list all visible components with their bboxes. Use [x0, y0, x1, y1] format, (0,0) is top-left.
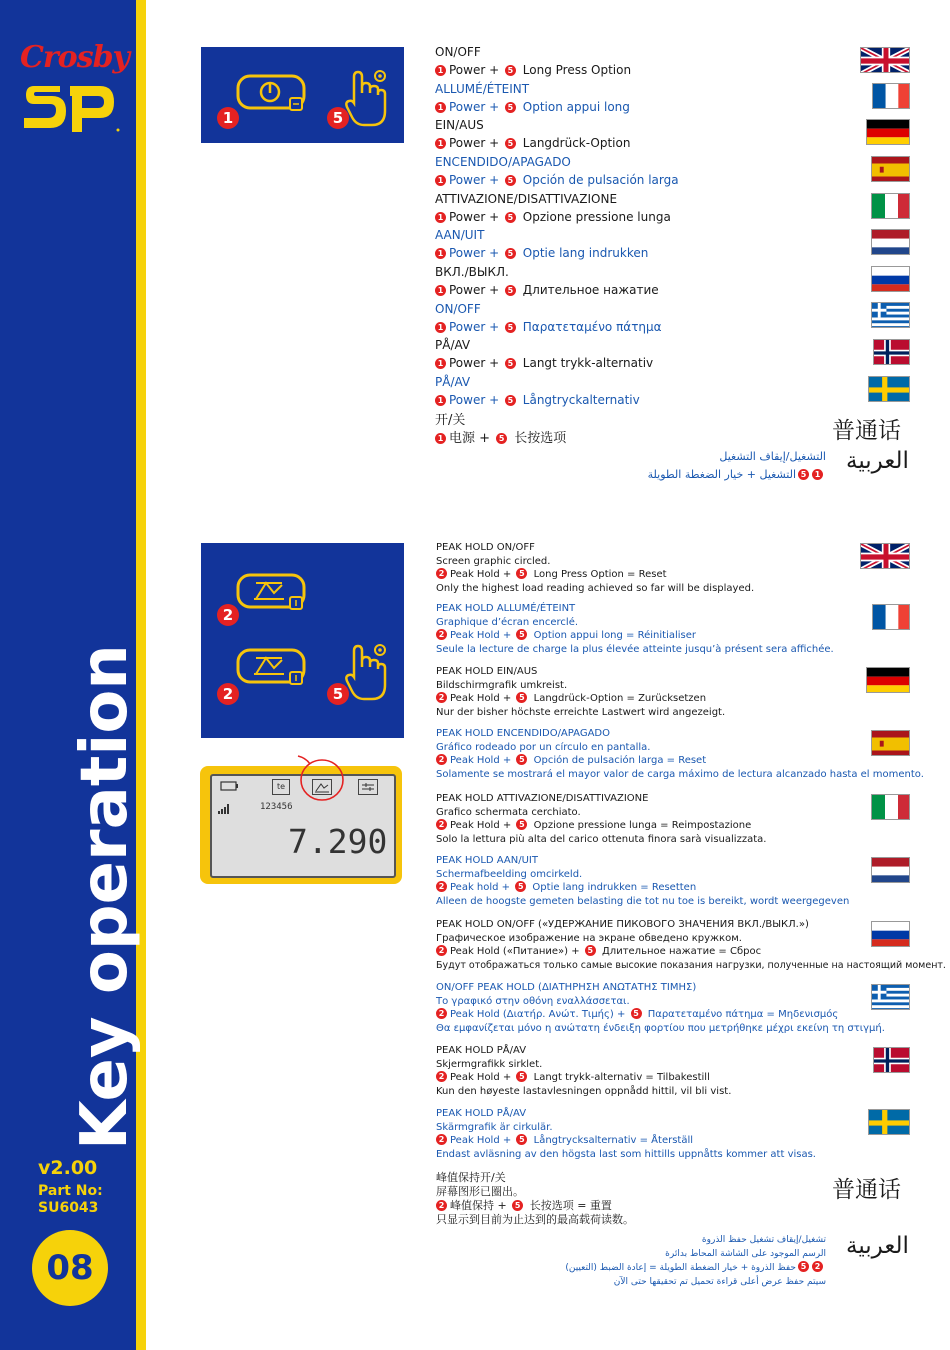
entry-line: Graphique d’écran encerclé. [436, 616, 579, 628]
badge-5: 5 [496, 433, 507, 444]
entry-text: Långtrycksalternativ = Återställ [530, 1135, 694, 1147]
entry-text: حفظ الذروة + خيار الضغطة الطويلة = إعادة الضبط (التعيين) [565, 1263, 796, 1273]
flag-uk [860, 47, 910, 73]
entry-text: Langdrück-Option = Zurücksetzen [530, 693, 707, 705]
badge-5: 5 [505, 138, 516, 149]
entry-text: التشغيل + خيار الضغطة الطويلة [647, 468, 796, 481]
entry-note: Θα εμφανίζεται μόνο η ανώτατη ένδειξη φορτίου που μετρήθηκε μέχρι εκείνη τη στιγμή. [436, 1022, 885, 1034]
entry-prefix: Peak Hold + [450, 755, 515, 767]
entry-prefix: Peak hold + [450, 882, 514, 894]
badge-2: 2 [436, 945, 447, 956]
entry-prefix: Power + [449, 393, 503, 407]
badge-5: 5 [505, 175, 516, 186]
badge-2: 2 [436, 1008, 447, 1019]
badge-2: 2 [812, 1261, 823, 1272]
entry-line: 屏幕图形已圈出。 [436, 1185, 524, 1198]
entry-title: PÅ/AV [435, 338, 471, 352]
peak-entry-en [436, 541, 754, 595]
peak-hold-button-icon-2 [234, 646, 310, 690]
entry-text: Langdrück-Option [518, 136, 631, 150]
peak-entry-fr [436, 602, 834, 656]
badge-1: 1 [435, 248, 446, 259]
entry-title: 峰值保持开/关 [436, 1171, 506, 1184]
peak-entry-nl [436, 854, 849, 908]
entry-title: ATTIVAZIONE/DISATTIVAZIONE [435, 192, 618, 206]
entry-prefix: Power + [449, 173, 503, 187]
entry-title: EIN/AUS [435, 118, 484, 132]
peak-entry-es [436, 727, 924, 781]
badge-5: 5 [516, 1071, 527, 1082]
entry-text: Option appui long [518, 100, 630, 114]
peak-entry-zh [436, 1171, 634, 1227]
entry-prefix: Peak Hold + [450, 630, 515, 642]
flag-norway [873, 339, 910, 365]
entry-text: Optie lang indrukken = Resetten [529, 882, 697, 894]
flag-sweden [868, 376, 910, 402]
badge-5: 5 [505, 248, 516, 259]
entry-prefix: Peak Hold («Питание») + [450, 946, 583, 958]
brand-logo [10, 30, 128, 150]
entry-prefix: Power + [449, 283, 503, 297]
badge-5: 5 [631, 1008, 642, 1019]
entry-line: Grafico schermata cerchiato. [436, 806, 581, 818]
entry-prefix: Power + [449, 356, 503, 370]
entry-line: Skjermgrafikk sirklet. [436, 1058, 543, 1070]
entry-line: Screen graphic circled. [436, 555, 551, 567]
peak-entry-sv [436, 1107, 816, 1161]
entry-title: ALLUMÉ/ÉTEINT [435, 82, 530, 96]
entry-title: PEAK HOLD ENCENDIDO/APAGADO [436, 728, 610, 739]
entry-title: تشغيل/إيقاف تشغيل حفظ الذروة [701, 1235, 826, 1245]
badge-1: 1 [435, 322, 446, 333]
badge-5: 5 [798, 1261, 809, 1272]
peak-entry-ar [565, 1234, 826, 1289]
entry-line: Το γραφικό στην οθόνη εναλλάσσεται. [436, 995, 630, 1007]
badge-2: 2 [436, 1071, 447, 1082]
flag-netherlands-peak [871, 857, 910, 883]
badge-1: 1 [435, 102, 446, 113]
entry-prefix: Peak Hold + [450, 569, 515, 581]
entry-title: PEAK HOLD ON/OFF [436, 542, 535, 553]
badge-1: 1 [812, 469, 823, 480]
entry-text: Opción de pulsación larga = Reset [530, 755, 707, 767]
badge-2: 2 [436, 754, 447, 765]
flag-spain [871, 156, 910, 182]
badge-2-second: 2 [217, 683, 239, 705]
entry-prefix: Peak Hold + [450, 693, 515, 705]
entry-note: سيتم حفظ عرض أعلى قراءة تحميل تم تحقيقها حتى الآن [613, 1276, 826, 1287]
entry-text: 长按选项 [510, 431, 567, 446]
badge-5: 5 [516, 754, 527, 765]
badge-5: 5 [585, 945, 596, 956]
badge-2: 2 [436, 568, 447, 579]
entry-title: 开/关 [435, 413, 466, 428]
tare-indicator: te [272, 779, 290, 795]
badge-5: 5 [516, 692, 527, 703]
arabic-label-bottom: العربية [846, 1233, 909, 1259]
lcd-reading: 7.290 [288, 822, 388, 861]
badge-5: 5 [505, 65, 516, 76]
peak-entry-ru [436, 918, 946, 972]
badge-1: 1 [435, 212, 446, 223]
entry-note: Only the highest load reading achieved so far will be displayed. [436, 582, 755, 594]
badge-1: 1 [435, 175, 446, 186]
entry-text: Opzione pressione lunga [518, 210, 671, 224]
entry-title: AAN/UIT [435, 228, 485, 242]
badge-1: 1 [435, 138, 446, 149]
badge-5: 5 [516, 629, 527, 640]
part-number-value: SU6043 [38, 1200, 99, 1216]
badge-5: 5 [505, 102, 516, 113]
mandarin-label-bottom: 普通话 [832, 1177, 901, 1203]
long-press-hand-icon [344, 67, 390, 129]
entry-text: Παρατεταμένο πάτημα = Μηδενισμός [644, 1009, 839, 1021]
power-entry-el [435, 301, 662, 337]
entry-prefix: Power + [449, 63, 503, 77]
entry-prefix: Peak Hold + [450, 1135, 515, 1147]
power-entry-en [435, 44, 631, 80]
entry-text: Παρατεταμένο πάτημα [518, 320, 662, 334]
arabic-label: العربية [846, 448, 909, 474]
entry-prefix: Peak Hold (Διατήρ. Ανώτ. Τιμής) + [450, 1009, 629, 1021]
entry-note: Solo la lettura più alta del carico ottenuta finora sarà visualizzata. [436, 833, 767, 845]
badge-5: 5 [798, 469, 809, 480]
page-number: 08 [32, 1230, 108, 1306]
flag-russia [871, 266, 910, 292]
flag-germany [866, 119, 910, 145]
settings-indicator [358, 779, 378, 795]
badge-1: 1 [435, 65, 446, 76]
entry-note: Endast avläsning av den högsta last som hittills uppnåtts kommer att visas. [436, 1148, 816, 1160]
entry-line: Schermafbeelding omcirkeld. [436, 868, 583, 880]
power-entry-it [435, 191, 671, 227]
badge-1: 1 [435, 358, 446, 369]
badge-5: 5 [515, 881, 526, 892]
flag-uk-peak [860, 543, 910, 569]
badge-1: 1 [217, 107, 239, 129]
entry-title: PEAK HOLD PÅ/AV [436, 1108, 527, 1119]
entry-title: PÅ/AV [435, 375, 471, 389]
entry-text: Длительное нажатие [518, 283, 659, 297]
entry-text: 长按选项 = 重置 [526, 1199, 612, 1212]
flag-spain-peak [871, 730, 910, 756]
badge-5: 5 [516, 568, 527, 579]
power-button-icon [234, 72, 310, 116]
power-entry-fr [435, 81, 630, 117]
power-entry-sv [435, 374, 640, 410]
entry-title: PEAK HOLD ALLUMÉ/ÉTEINT [436, 603, 576, 614]
entry-text: Langt trykk-alternativ [518, 356, 654, 370]
badge-5-peak: 5 [327, 683, 349, 705]
badge-5: 5 [505, 322, 516, 333]
entry-prefix: Power + [449, 320, 503, 334]
power-entry-de [435, 117, 630, 153]
peak-entry-de [436, 665, 725, 719]
badge-5: 5 [516, 819, 527, 830]
badge-5: 5 [505, 395, 516, 406]
flag-italy-peak [871, 794, 910, 820]
lcd-secondary-value: 123456 [260, 802, 293, 812]
power-entry-nl [435, 227, 648, 263]
flag-germany-peak [866, 667, 910, 693]
brand-name: Crosby [20, 40, 129, 75]
badge-1: 1 [435, 285, 446, 296]
page-title: Key operation [68, 644, 142, 1150]
power-entry-ar [600, 448, 826, 484]
flag-france-peak [872, 604, 910, 630]
power-key-panel [201, 47, 404, 143]
flag-netherlands [871, 229, 910, 255]
entry-note: Seule la lecture de charge la plus élevée atteinte jusqu’à présent sera affichée. [436, 643, 834, 655]
entry-text: Длительное нажатие = Сброс [598, 946, 762, 958]
entry-title: PEAK HOLD ATTIVAZIONE/DISATTIVAZIONE [436, 793, 649, 804]
flag-russia-peak [871, 921, 910, 947]
entry-prefix: 峰值保持 + [450, 1199, 511, 1212]
entry-note: 只显示到目前为止达到的最高载荷读数。 [436, 1213, 634, 1226]
entry-line: الرسم الموجود على الشاشة المحاط بدائرة [665, 1248, 826, 1259]
entry-note: Solamente se mostrará el mayor valor de carga máximo de lectura alcanzado hasta el momento. [436, 768, 924, 780]
entry-text: Langt trykk-alternativ = Tilbakestill [530, 1072, 710, 1084]
entry-text: Opzione pressione lunga = Reimpostazione [530, 820, 752, 832]
badge-2: 2 [436, 692, 447, 703]
entry-title: PEAK HOLD ON/OFF («УДЕРЖАНИЕ ПИКОВОГО ЗНАЧЕНИЯ ВКЛ./ВЫКЛ.») [436, 919, 809, 930]
entry-title: ON/OFF PEAK HOLD (ΔΙΑΤΗΡΗΣΗ ΑΝΩΤΑΤΗΣ ΤΙΜΗΣ) [436, 982, 697, 993]
battery-icon [220, 779, 240, 793]
entry-line: Gráfico rodeado por un círculo en pantalla. [436, 741, 651, 753]
entry-note: Alleen de hoogste gemeten belasting die tot nu toe is bereikt, wordt weergegeven [436, 895, 850, 907]
peak-entry-no [436, 1044, 731, 1098]
entry-text: Optie lang indrukken [518, 246, 649, 260]
badge-5: 5 [327, 107, 349, 129]
entry-note: Nur der bisher höchste erreichte Lastwert wird angezeigt. [436, 706, 726, 718]
flag-france [872, 83, 910, 109]
badge-2-first: 2 [217, 604, 239, 626]
red-circle-annotation [292, 750, 352, 806]
badge-2: 2 [436, 629, 447, 640]
entry-title: ВКЛ./ВЫКЛ. [435, 265, 509, 279]
entry-text: Opción de pulsación larga [518, 173, 679, 187]
entry-text: Long Press Option [518, 63, 632, 77]
badge-1: 1 [435, 395, 446, 406]
entry-title: PEAK HOLD AAN/UIT [436, 855, 538, 866]
mandarin-label: 普通话 [832, 418, 901, 444]
badge-2: 2 [436, 881, 447, 892]
sp-logo-icon [20, 78, 120, 138]
flag-greece [871, 302, 910, 328]
entry-title: ON/OFF [435, 302, 481, 316]
version-label: v2.00 [38, 1157, 98, 1179]
peak-entry-it [436, 792, 766, 846]
power-entry-no [435, 337, 653, 373]
power-entry-zh [435, 412, 566, 448]
badge-2: 2 [436, 1200, 447, 1211]
flag-norway-peak [873, 1047, 910, 1073]
entry-title: PEAK HOLD PÅ/AV [436, 1045, 527, 1056]
entry-text: Långtryckalternativ [518, 393, 640, 407]
entry-prefix: Power + [449, 100, 503, 114]
entry-note: Kun den høyeste lastavlesningen oppnådd hittil, vil bli vist. [436, 1085, 732, 1097]
badge-5: 5 [512, 1200, 523, 1211]
entry-prefix: 电源 + [449, 431, 495, 446]
flag-italy [871, 193, 910, 219]
part-number-label: Part No: [38, 1183, 103, 1199]
entry-prefix: Power + [449, 136, 503, 150]
badge-5: 5 [516, 1134, 527, 1145]
power-entry-ru [435, 264, 659, 300]
flag-sweden-peak [868, 1109, 910, 1135]
entry-line: Skärmgrafik är cirkulär. [436, 1121, 553, 1133]
signal-icon [218, 804, 232, 814]
entry-title: ON/OFF [435, 45, 481, 59]
badge-5: 5 [505, 285, 516, 296]
badge-1: 1 [435, 433, 446, 444]
entry-text: Option appui long = Réinitialiser [530, 630, 697, 642]
entry-text: Long Press Option = Reset [530, 569, 667, 581]
flag-greece-peak [871, 984, 910, 1010]
entry-prefix: Peak Hold + [450, 1072, 515, 1084]
entry-title: ENCENDIDO/APAGADO [435, 155, 571, 169]
peak-hold-button-icon [234, 571, 310, 615]
peak-hold-key-panel [201, 543, 404, 738]
badge-2: 2 [436, 1134, 447, 1145]
badge-5: 5 [505, 358, 516, 369]
entry-line: Графическое изображение на экране обведено кружком. [436, 932, 742, 944]
entry-title: PEAK HOLD EIN/AUS [436, 666, 538, 677]
long-press-hand-icon-2 [344, 641, 390, 703]
entry-title: التشغيل/إيقاف التشغيل [719, 450, 826, 463]
peak-entry-el [436, 981, 885, 1035]
entry-note: Будут отображаться только самые высокие показания нагрузки, полученные на настоящий момент. [436, 959, 946, 971]
power-entry-es [435, 154, 679, 190]
entry-prefix: Power + [449, 246, 503, 260]
entry-prefix: Peak Hold + [450, 820, 515, 832]
entry-line: Bildschirmgrafik umkreist. [436, 679, 568, 691]
entry-prefix: Power + [449, 210, 503, 224]
badge-2: 2 [436, 819, 447, 830]
badge-5: 5 [505, 212, 516, 223]
